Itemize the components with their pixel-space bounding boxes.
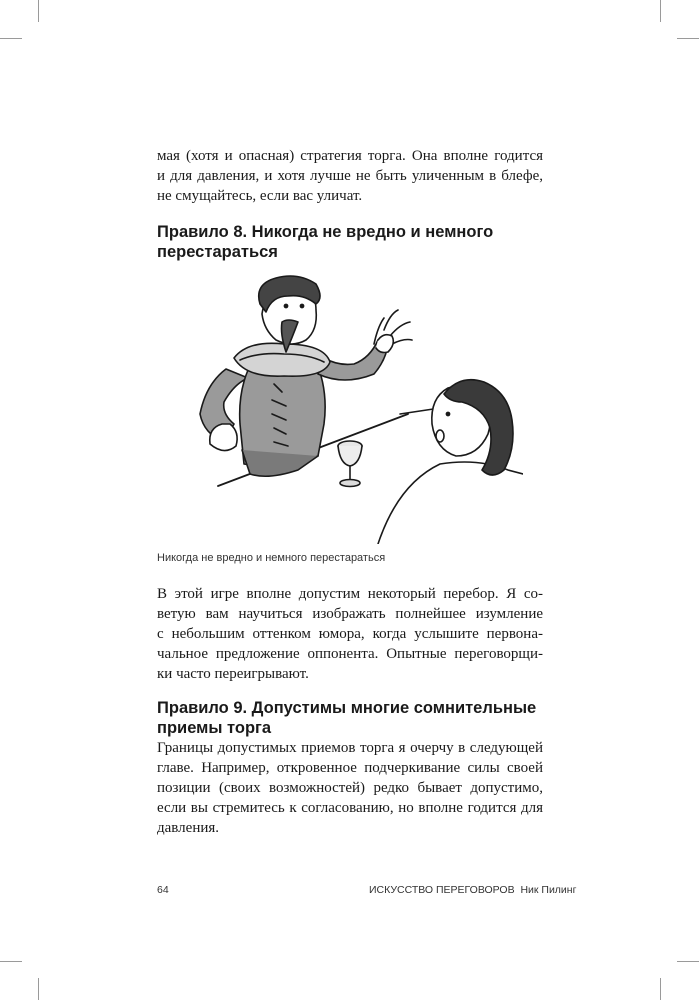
woman-figure [378, 380, 523, 544]
crop-mark-left-bottom [0, 961, 22, 962]
crop-mark-top-right [660, 0, 661, 22]
text-line: мая (хотя и опасная) стратегия торга. Она вполне годится [157, 148, 543, 164]
text-line: с небольшим оттенком юмора, когда услышите первона- [157, 626, 543, 642]
illustration [178, 274, 523, 544]
illustration-caption: Никогда не вредно и немного перестараться [157, 552, 386, 564]
crop-mark-top-left [38, 0, 39, 22]
rule8-heading [157, 222, 557, 262]
intro-paragraph [157, 146, 543, 206]
rule9-heading [157, 698, 557, 738]
crop-mark-bottom-left [38, 978, 39, 1000]
heading-line: Правило 9. Допустимы многие сомнительные [157, 699, 537, 717]
text-line: не смущайтесь, если вас уличат. [157, 188, 363, 204]
text-line: если вы стремитесь к согласованию, но вполне годится для [157, 800, 543, 816]
author-name: Ник Пилинг [520, 884, 577, 896]
text-line: ветую вам научиться изображать полнейшее изумление [157, 606, 543, 622]
text-line: давления. [157, 820, 220, 836]
heading-line: перестараться [157, 243, 278, 261]
running-footer [369, 884, 576, 896]
heading-line: приемы торга [157, 719, 272, 737]
text-line: и для давления, и хотя лучше не быть уличенным в блефе, [157, 168, 543, 184]
rule8-body-paragraph [157, 584, 543, 684]
goblet-icon [338, 441, 362, 487]
crop-mark-left-top [0, 38, 22, 39]
cavalier-figure [200, 276, 412, 476]
text-line: чальное предложение оппонента. Опытные переговорщи- [157, 646, 543, 662]
crop-mark-right-bottom [677, 961, 699, 962]
crop-mark-right-top [677, 38, 699, 39]
page-number: 64 [157, 884, 169, 896]
heading-line: Правило 8. Никогда не вредно и немного [157, 223, 494, 241]
text-line: Границы допустимых приемов торга я очерчу в следующей [157, 740, 543, 756]
book-title: ИСКУССТВО ПЕРЕГОВОРОВ [369, 884, 515, 896]
rule9-body-paragraph [157, 738, 543, 838]
text-line: В этой игре вполне допустим некоторый перебор. Я со- [157, 586, 543, 602]
text-line: позиции (своих возможностей) редко бывает допустимо, [157, 780, 543, 796]
crop-mark-bottom-right [660, 978, 661, 1000]
text-line: ки часто переигрывают. [157, 666, 309, 682]
text-line: главе. Например, откровенное подчеркивание силы своей [157, 760, 543, 776]
